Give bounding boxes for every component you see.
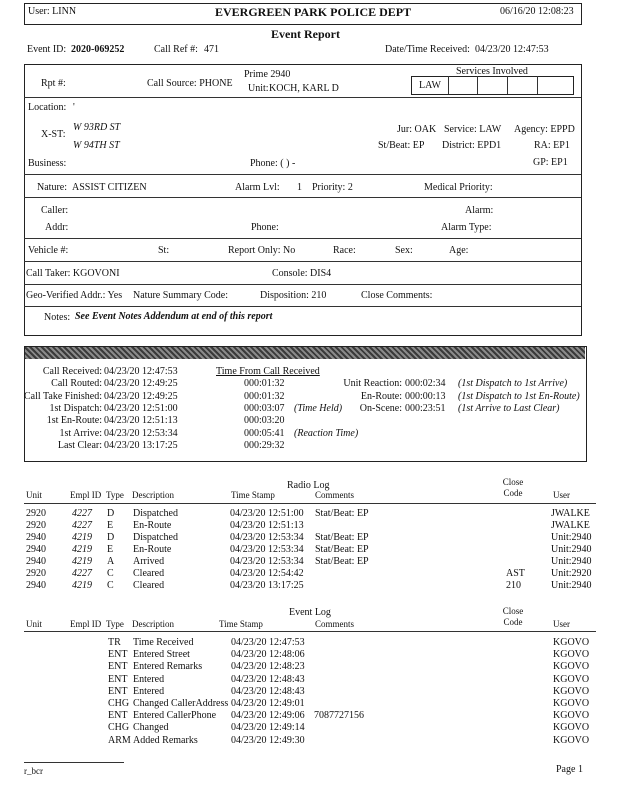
event-description: Entered (133, 685, 165, 697)
radio-unit: 2920 (26, 520, 46, 531)
event-col-empl: Empl ID (70, 619, 102, 629)
reaction-note: (1st Dispatch to 1st En-Route) (458, 390, 580, 402)
age-label: Age: (449, 245, 469, 256)
radio-empl-id: 4227 (72, 568, 92, 579)
event-description: Changed (133, 722, 169, 734)
radio-unit: 2940 (26, 532, 46, 543)
district: District: EPD1 (442, 140, 502, 151)
elapsed-value: 000:01:32 (244, 378, 285, 390)
radio-close-code: AST (506, 568, 525, 579)
radio-time: 04/23/20 12:51:00 (230, 508, 304, 519)
radio-empl-id: 4219 (72, 544, 92, 555)
time-value: 04/23/20 12:47:53 (104, 366, 178, 377)
event-id: 2020-069252 (71, 44, 125, 55)
elapsed-value: 000:01:32 (244, 390, 285, 402)
unit-name: KOCH, KARL D (269, 83, 339, 94)
elapsed-note: (Time Held) (294, 402, 343, 414)
event-type: ENT (108, 710, 128, 722)
event-description: Entered CallerPhone (133, 710, 217, 722)
event-time: 04/23/20 12:49:30 (231, 734, 305, 746)
radio-user: Unit:2940 (551, 532, 592, 543)
page-number: Page 1 (556, 764, 583, 775)
unit-label: Unit: (248, 83, 269, 94)
event-close-code-header: Close Code (502, 606, 524, 627)
radio-user: Unit:2940 (551, 556, 592, 567)
radio-user: Unit:2920 (551, 568, 592, 579)
reaction-label: Unit Reaction: (343, 378, 402, 390)
prime-unit: Prime 2940 (244, 69, 291, 80)
time-value: 04/23/20 12:49:25 (104, 390, 178, 402)
event-type: ENT (108, 673, 128, 685)
race-label: Race: (333, 245, 356, 256)
service: Service: LAW (444, 124, 502, 135)
st-label: St: (158, 245, 170, 256)
location-label: Location: (28, 102, 67, 113)
radio-col-empl: Empl ID (70, 490, 102, 500)
user-label: User: LINN (28, 6, 77, 17)
radio-empl-id: 4219 (72, 580, 92, 591)
addr-label: Addr: (45, 222, 69, 233)
event-time: 04/23/20 12:48:06 (231, 649, 305, 661)
event-col-user: User (553, 619, 570, 629)
radio-time: 04/23/20 12:54:42 (230, 568, 304, 579)
event-description: Added Remarks (133, 734, 198, 746)
call-ref-label: Call Ref #: (154, 44, 198, 55)
event-description: Entered Street (133, 649, 190, 661)
agency-title: EVERGREEN PARK POLICE DEPT (215, 5, 412, 19)
nature-label: Nature: (37, 182, 67, 193)
radio-description: Dispatched (133, 532, 178, 543)
event-user: KGOVO (553, 734, 590, 746)
disposition: Disposition: 210 (260, 290, 327, 301)
radio-unit: 2940 (26, 544, 46, 555)
event-log-title: Event Log (289, 607, 331, 618)
radio-description: Cleared (133, 580, 165, 591)
radio-description: En-Route (133, 544, 172, 555)
radio-time: 04/23/20 12:53:34 (230, 556, 304, 567)
radio-col-unit: Unit (26, 490, 43, 500)
event-time: 04/23/20 12:48:23 (231, 661, 305, 673)
reaction-note: (1st Arrive to Last Clear) (458, 402, 560, 414)
event-col-comments: Comments (315, 619, 355, 629)
xst-label: X-ST: (41, 129, 66, 140)
elapsed-value: 000:05:41 (244, 427, 285, 439)
alarm-type-label: Alarm Type: (441, 222, 492, 233)
event-time: 04/23/20 12:47:53 (231, 637, 305, 648)
close-comments: Close Comments: (361, 290, 433, 301)
radio-time: 04/23/20 12:51:13 (230, 520, 304, 531)
event-time: 04/23/20 12:49:06 (231, 710, 305, 722)
radio-type: E (107, 544, 114, 555)
event-type: TR (108, 637, 121, 648)
location-value: ' (73, 102, 75, 113)
radio-close-code-header: Close Code (502, 477, 524, 498)
priority: Priority: 2 (312, 182, 353, 193)
event-user: KGOVO (553, 637, 590, 648)
radio-type: C (107, 568, 114, 579)
sex-label: Sex: (395, 245, 413, 256)
radio-time: 04/23/20 12:53:34 (230, 532, 304, 543)
event-user: KGOVO (553, 649, 590, 661)
radio-col-desc: Description (132, 490, 174, 500)
time-value: 04/23/20 12:51:13 (104, 415, 178, 427)
jurisdiction: Jur: OAK (397, 124, 437, 135)
event-time: 04/23/20 12:48:43 (231, 673, 305, 685)
nature-summary-code: Nature Summary Code: (133, 290, 228, 301)
radio-description: Arrived (133, 556, 165, 567)
radio-col-comments: Comments (315, 490, 355, 500)
alarm-label: Alarm: (465, 205, 494, 216)
reaction-value: 000:00:13 (405, 390, 446, 402)
time-label: Call Received: (42, 366, 102, 377)
vehicle-label: Vehicle #: (28, 245, 69, 256)
radio-user: Unit:2940 (551, 544, 592, 555)
reaction-value: 000:23:51 (405, 402, 446, 414)
services-title: Services Involved (456, 66, 528, 77)
event-id-label: Event ID: (27, 44, 67, 55)
radio-type: C (107, 580, 114, 591)
alarm-level-label: Alarm Lvl: (235, 182, 280, 193)
radio-empl-id: 4227 (72, 520, 92, 531)
time-label: Call Routed: (51, 378, 102, 390)
reaction-note: (1st Dispatch to 1st Arrive) (458, 378, 568, 390)
event-col-desc: Description (132, 619, 174, 629)
radio-time: 04/23/20 13:17:25 (230, 580, 304, 591)
event-user: KGOVO (553, 710, 590, 722)
elapsed-header: Time From Call Received (216, 366, 320, 377)
event-type: CHG (108, 698, 130, 709)
radio-comments: Stat/Beat: EP (315, 556, 369, 567)
reaction-value: 000:02:34 (405, 378, 446, 390)
elapsed-value: 000:03:07 (244, 402, 285, 414)
event-description: Entered (133, 673, 165, 685)
radio-type: D (107, 532, 115, 543)
event-type: ENT (108, 649, 128, 661)
radio-unit: 2920 (26, 508, 46, 519)
notes-label: Notes: (44, 312, 71, 323)
radio-unit: 2940 (26, 580, 46, 591)
radio-description: Dispatched (133, 508, 178, 519)
call-taker: Call Taker: KGOVONI (26, 268, 120, 279)
geo-verified: Geo-Verified Addr.: Yes (26, 290, 123, 301)
reaction-label: On-Scene: (359, 402, 402, 414)
radio-description: En-Route (133, 520, 172, 531)
time-value: 04/23/20 13:17:25 (104, 439, 178, 451)
event-col-time: Time Stamp (219, 619, 263, 629)
radio-col-user: User (553, 490, 570, 500)
time-label: Call Take Finished: (24, 390, 102, 402)
business-label: Business: (28, 158, 67, 169)
event-user: KGOVO (553, 661, 590, 673)
event-user: KGOVO (553, 722, 590, 734)
event-type: ENT (108, 661, 128, 673)
radio-type: A (107, 556, 115, 567)
nature-value: ASSIST CITIZEN (72, 182, 147, 193)
elapsed-value: 000:29:32 (244, 439, 285, 451)
agency-code: Agency: EPPD (514, 124, 575, 135)
cross-street-2: W 94TH ST (73, 140, 120, 151)
rpt-label: Rpt #: (41, 78, 66, 89)
radio-col-time: Time Stamp (231, 490, 275, 500)
radio-comments: Stat/Beat: EP (315, 508, 369, 519)
event-user: KGOVO (553, 698, 590, 709)
radio-user: JWALKE (551, 520, 590, 531)
radio-comments: Stat/Beat: EP (315, 544, 369, 555)
radio-user: JWALKE (551, 508, 590, 519)
radio-type: E (107, 520, 114, 531)
event-time: 04/23/20 12:49:01 (231, 698, 305, 709)
event-user: KGOVO (553, 673, 590, 685)
event-time: 04/23/20 12:49:14 (231, 722, 305, 734)
caller-label: Caller: (41, 205, 69, 216)
console: Console: DIS4 (272, 268, 332, 279)
event-comments: 7087727156 (314, 710, 364, 722)
caller-phone-label: Phone: (251, 222, 279, 233)
radio-time: 04/23/20 12:53:34 (230, 544, 304, 555)
event-time: 04/23/20 12:48:43 (231, 685, 305, 697)
event-col-type: Type (106, 619, 124, 629)
event-type: ENT (108, 685, 128, 697)
radio-log-title: Radio Log (287, 480, 330, 491)
time-label: 1st Dispatch: (49, 402, 102, 414)
alarm-level-value: 1 (297, 182, 302, 193)
radio-empl-id: 4219 (72, 556, 92, 567)
time-value: 04/23/20 12:53:34 (104, 427, 178, 439)
service-law: LAW (419, 80, 441, 91)
gp: GP: EP1 (533, 157, 568, 168)
time-label: 1st En-Route: (46, 415, 102, 427)
radio-description: Cleared (133, 568, 165, 579)
elapsed-note: (Reaction Time) (294, 427, 359, 439)
ra: RA: EP1 (534, 140, 570, 151)
radio-comments: Stat/Beat: EP (315, 532, 369, 543)
received-label: Date/Time Received: (385, 44, 470, 55)
cross-street-1: W 93RD ST (73, 122, 121, 133)
event-col-unit: Unit (26, 619, 43, 629)
time-value: 04/23/20 12:49:25 (104, 378, 178, 390)
call-ref: 471 (204, 44, 219, 55)
print-datetime: 06/16/20 12:08:23 (500, 6, 574, 17)
elapsed-value: 000:03:20 (244, 415, 285, 427)
radio-type: D (107, 508, 115, 519)
radio-close-code: 210 (506, 580, 521, 591)
reaction-label: En-Route: (360, 390, 402, 402)
time-value: 04/23/20 12:51:00 (104, 402, 178, 414)
event-type: ARM (108, 734, 131, 746)
event-user: KGOVO (553, 685, 590, 697)
radio-col-type: Type (106, 490, 124, 500)
time-label: Last Clear: (57, 439, 102, 451)
event-description: Entered Remarks (133, 661, 203, 673)
report-only: Report Only: No (228, 245, 296, 256)
radio-empl-id: 4219 (72, 532, 92, 543)
time-label: 1st Arrive: (59, 427, 102, 439)
footer-left: r_bcr (24, 766, 43, 776)
event-description: Changed CallerAddress (133, 698, 229, 709)
report-title: Event Report (271, 27, 340, 41)
call-source: Call Source: PHONE (147, 78, 233, 89)
business-phone: Phone: ( ) - (250, 158, 296, 169)
st-beat: St/Beat: EP (378, 140, 425, 151)
event-description: Time Received (133, 637, 194, 648)
radio-unit: 2940 (26, 556, 46, 567)
radio-user: Unit:2940 (551, 580, 592, 591)
event-type: CHG (108, 722, 130, 734)
received-datetime: 04/23/20 12:47:53 (475, 44, 549, 55)
radio-empl-id: 4227 (72, 508, 92, 519)
notes-value: See Event Notes Addendum at end of this report (75, 311, 273, 322)
medical-priority: Medical Priority: (424, 182, 493, 193)
radio-unit: 2920 (26, 568, 46, 579)
